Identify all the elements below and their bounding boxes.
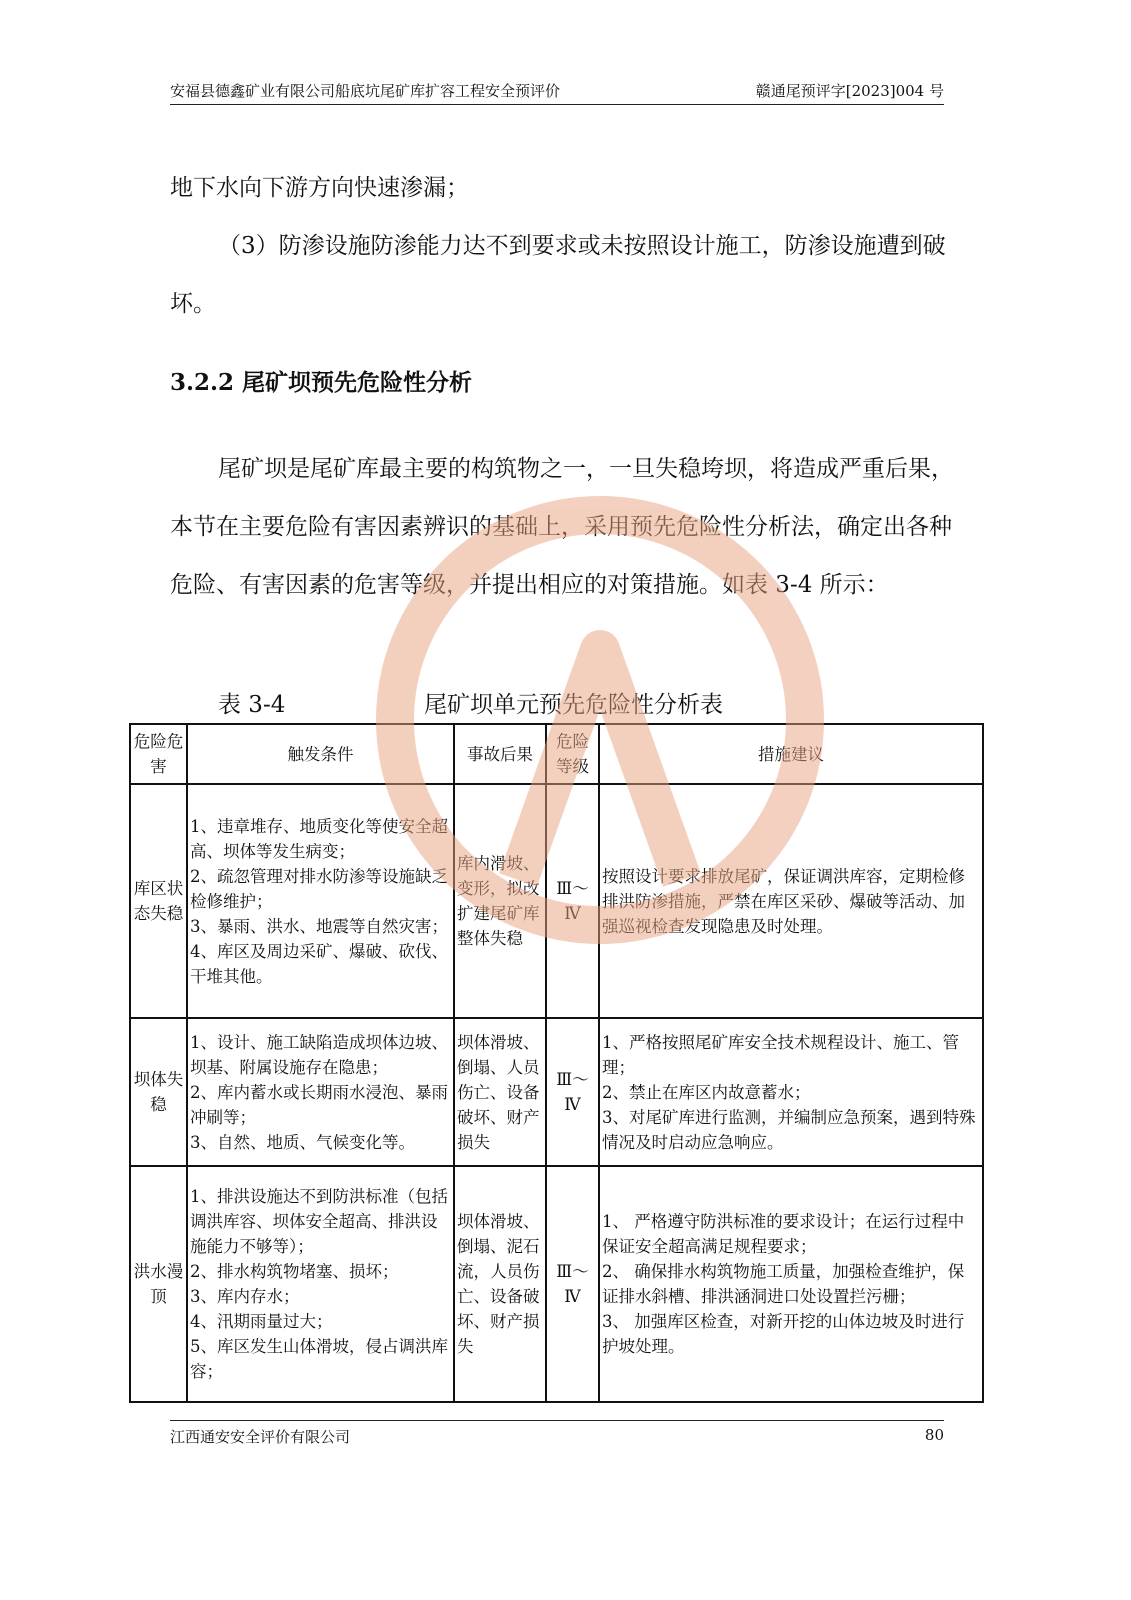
table-caption-title: 尾矿坝单元预先危险性分析表 (424, 692, 723, 718)
section-heading: 3.2.2 尾矿坝预先危险性分析 (170, 369, 473, 396)
cell-level: Ⅲ～Ⅳ (546, 1166, 599, 1402)
page-header (170, 78, 944, 105)
cell-consequence: 坝体滑坡、倒塌、泥石流，人员伤亡、设备破坏、财产损失 (454, 1166, 546, 1402)
measure-item: 2、 确保排水构筑物施工质量，加强检查维护，保证排水斜槽、排洪涵洞进口处设置拦污栅； (602, 1262, 965, 1306)
cell-consequence: 库内滑坡、变形，拟改扩建尾矿库整体失稳 (454, 784, 546, 1018)
paragraph-1: 地下水向下游方向快速渗漏； (170, 175, 469, 201)
table-header-row (130, 724, 983, 784)
footer-company: 江西通安安全评价有限公司 (170, 1428, 351, 1446)
measure-item: 1、严格按照尾矿库安全技术规程设计、施工、管理； (602, 1032, 959, 1077)
header-hazard: 危险危害 (130, 724, 187, 784)
cell-hazard: 库区状态失稳 (130, 784, 187, 1018)
trigger-item: 5、库区发生山体滑坡，侵占调洪库容； (190, 1337, 448, 1381)
cell-hazard: 洪水漫顶 (130, 1166, 187, 1402)
trigger-item: 1、违章堆存、地质变化等使安全超高、坝体等发生病变； (190, 816, 448, 861)
table-row (130, 1018, 983, 1166)
header-trigger: 触发条件 (187, 724, 454, 784)
cell-level: Ⅲ～Ⅳ (546, 784, 599, 1018)
trigger-item: 2、疏忽管理对排水防渗等设施缺乏检修维护； (190, 866, 448, 911)
measure-item: 3、对尾矿库进行监测，并编制应急预案，遇到特殊情况及时启动应急响应。 (602, 1107, 976, 1152)
measure-item: 1、 严格遵守防洪标准的要求设计；在运行过程中保证安全超高满足规程要求； (602, 1212, 965, 1256)
trigger-item: 4、汛期雨量过大； (190, 1312, 333, 1331)
cell-trigger (187, 1166, 454, 1402)
header-doc-number: 赣通尾预评字[2023]004 号 (755, 82, 944, 100)
hazard-analysis-table (129, 723, 984, 1403)
cell-level: Ⅲ～Ⅳ (546, 1018, 599, 1166)
measure-item: 按照设计要求排放尾矿，保证调洪库容，定期检修排洪防渗措施，严禁在库区采砂、爆破等活动、加强巡视检查发现隐患及时处理。 (602, 866, 965, 936)
cell-hazard: 坝体失稳 (130, 1018, 187, 1166)
trigger-item: 2、库内蓄水或长期雨水浸泡、暴雨冲刷等； (190, 1082, 448, 1127)
header-consequence: 事故后果 (454, 724, 546, 784)
trigger-item: 3、暴雨、洪水、地震等自然灾害； (190, 916, 448, 936)
table-row (130, 784, 983, 1018)
trigger-item: 2、排水构筑物堵塞、损坏； (190, 1262, 399, 1281)
paragraph-2: （3）防渗设施防渗能力达不到要求或未按照设计施工，防渗设施遭到破坏。 (170, 233, 946, 317)
trigger-item: 4、库区及周边采矿、爆破、砍伐、干堆其他。 (190, 941, 448, 986)
cell-measure (599, 784, 983, 1018)
table-caption-number: 表 3-4 (218, 692, 286, 718)
page-footer (170, 1420, 944, 1447)
trigger-item: 3、自然、地质、气候变化等。 (190, 1132, 415, 1152)
header-title: 安福县德鑫矿业有限公司船底坑尾矿库扩容工程安全预评价 (170, 82, 561, 100)
header-level: 危险等级 (546, 724, 599, 784)
paragraph-3: 尾矿坝是尾矿库最主要的构筑物之一，一旦失稳垮坝，将造成严重后果，本节在主要危险有害因素辨识的基础上，采用预先危险性分析法，确定出各种危险、有害因素的危害等级，并提出相应的对策措施。如表 3-4 所示： (170, 456, 954, 598)
table-row (130, 1166, 983, 1402)
trigger-item: 1、排洪设施达不到防洪标准（包括调洪库容、坝体安全超高、排洪设施能力不够等）； (190, 1187, 448, 1256)
cell-measure (599, 1018, 983, 1166)
header-measure: 措施建议 (599, 724, 983, 784)
cell-measure (599, 1166, 983, 1402)
trigger-item: 1、设计、施工缺陷造成坝体边坡、坝基、附属设施存在隐患； (190, 1032, 448, 1077)
trigger-item: 3、库内存水； (190, 1287, 300, 1306)
page-number: 80 (924, 1426, 944, 1444)
measure-item: 2、禁止在库区内故意蓄水； (602, 1082, 811, 1102)
cell-trigger (187, 1018, 454, 1166)
cell-trigger (187, 784, 454, 1018)
cell-consequence: 坝体滑坡、倒塌、人员伤亡、设备破坏、财产损失 (454, 1018, 546, 1166)
measure-item: 3、 加强库区检查，对新开挖的山体边坡及时进行护坡处理。 (602, 1312, 965, 1356)
